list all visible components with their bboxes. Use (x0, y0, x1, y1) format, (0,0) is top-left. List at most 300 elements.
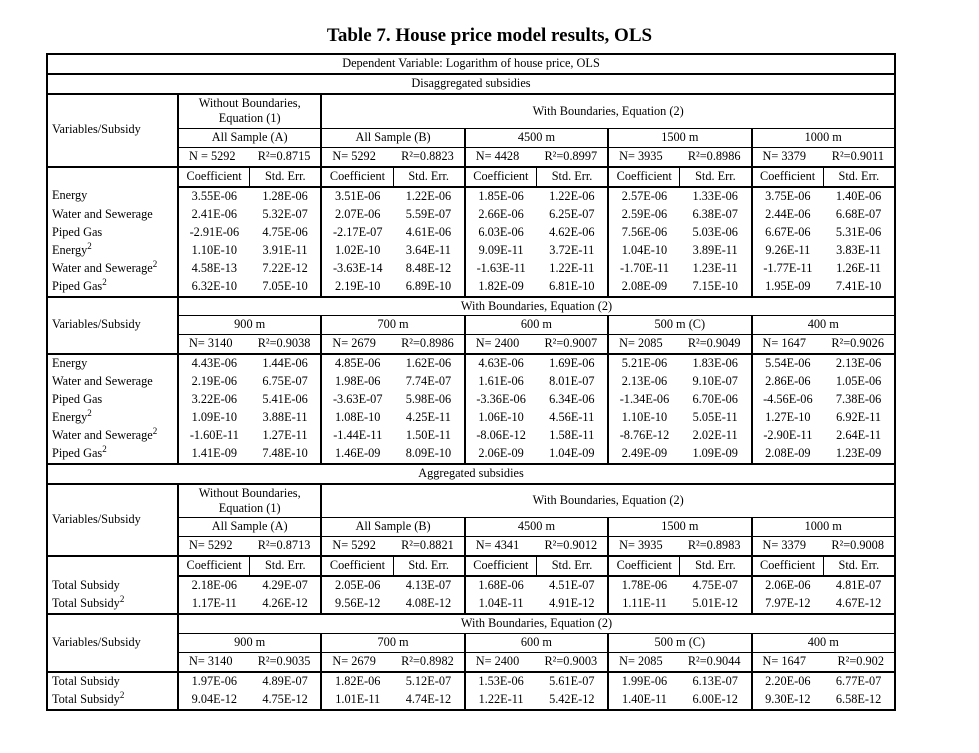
stderr-cell: 1.27E-11 (262, 427, 308, 442)
page (0, 25, 979, 711)
data-row (47, 373, 895, 391)
row-label (47, 427, 178, 445)
stderr-cell: 4.75E-06 (262, 224, 308, 239)
stats-cell (465, 652, 608, 671)
row-label-superscript: 2 (102, 444, 107, 454)
coefficient-cell: 1.40E-11 (608, 691, 680, 710)
coefficient-cell: 9.56E-12 (321, 595, 393, 614)
group-header: 1500 m (608, 128, 751, 147)
n-value: N= 3379 (762, 538, 806, 553)
stderr-cell: 1.26E-11 (836, 260, 882, 275)
row-label-text: Water and Sewerage (52, 206, 153, 221)
stderr-cell: 1.22E-06 (549, 188, 595, 203)
data-row (47, 242, 895, 260)
stderr-header: Std. Err. (680, 556, 752, 576)
coefficient-header: Coefficient (178, 556, 250, 576)
stats-cell (608, 147, 751, 166)
group-header: 400 m (752, 633, 895, 652)
stderr-cell: 4.67E-12 (823, 595, 895, 614)
coefficient-cell: 2.59E-06 (608, 206, 680, 224)
n-value: N= 1647 (762, 335, 806, 350)
coefficient-header: Coefficient (465, 556, 537, 576)
stderr-header: Std. Err. (250, 167, 322, 187)
n-r2-wrapper (611, 336, 748, 352)
group-header: 1000 m (752, 518, 895, 537)
stderr-cell: 5.01E-12 (680, 595, 752, 614)
equation-header: With Boundaries, Equation (2) (321, 94, 895, 128)
row-label-text: Total Subsidy (52, 577, 120, 592)
row-label (47, 576, 178, 595)
coefficient-cell: 1.10E-10 (608, 409, 680, 427)
stderr-header: Std. Err. (536, 556, 608, 576)
coefficient-header: Coefficient (608, 556, 680, 576)
stderr-cell: 1.23E-11 (692, 260, 738, 275)
coefficient-cell: 1.01E-11 (321, 691, 393, 710)
coefficient-cell: 1.99E-06 (608, 672, 680, 691)
r2-value: R²=0.9007 (544, 335, 598, 350)
coefficient-cell: 1.68E-06 (465, 576, 537, 595)
n-r2-wrapper (181, 538, 318, 554)
coefficient-cell: -8.06E-12 (465, 427, 537, 445)
coefficient-cell: 2.19E-06 (178, 373, 250, 391)
stderr-cell: 7.48E-10 (250, 445, 322, 464)
stderr-cell: 5.42E-12 (536, 691, 608, 710)
coefficient-cell: 1.27E-10 (752, 409, 824, 427)
data-row (47, 691, 895, 710)
coefficient-cell: 5.54E-06 (752, 354, 824, 373)
n-r2-wrapper (755, 538, 892, 554)
row-label-superscript: 2 (152, 259, 158, 269)
r2-value: R²=0.8986 (687, 148, 741, 163)
stderr-cell: 4.75E-07 (692, 578, 738, 593)
stats-cell (752, 537, 895, 556)
stderr-cell: 5.41E-06 (262, 391, 308, 406)
stderr-cell: 8.09E-10 (393, 445, 465, 464)
coefficient-cell: -2.91E-06 (178, 224, 250, 242)
equation-header: With Boundaries, Equation (2) (178, 297, 895, 316)
stderr-cell: 1.22E-11 (549, 260, 595, 275)
n-r2-wrapper (468, 654, 605, 670)
coefficient-header: Coefficient (465, 167, 537, 187)
coefficient-cell: 2.86E-06 (752, 373, 824, 391)
stderr-cell: 5.59E-07 (405, 206, 452, 221)
r2-value: R²=0.9026 (831, 335, 884, 350)
n-value: N= 2085 (619, 653, 663, 668)
coefficient-header-row (47, 167, 895, 187)
group-header: 700 m (321, 633, 464, 652)
coefficient-header: Coefficient (752, 556, 824, 576)
coefficient-cell: 2.44E-06 (752, 206, 824, 224)
coefficient-cell: 1.09E-10 (178, 409, 250, 427)
stderr-cell: 4.29E-07 (262, 578, 308, 593)
dependent-variable-row (47, 54, 895, 74)
n-value: N = 5292 (189, 148, 236, 163)
stats-cell (465, 537, 608, 556)
coefficient-cell: 2.05E-06 (321, 576, 393, 595)
coefficient-cell: 4.58E-13 (178, 260, 250, 278)
results-table (46, 53, 896, 711)
empty-cell (47, 556, 178, 576)
row-label-text: Water and Sewerage (52, 373, 153, 388)
coefficient-cell: 2.18E-06 (178, 576, 250, 595)
stderr-cell: 2.13E-06 (835, 355, 882, 370)
stderr-cell: 3.64E-11 (405, 242, 451, 257)
stderr-cell: 6.92E-11 (836, 409, 882, 424)
r2-value: R²=0.9008 (831, 538, 884, 553)
r2-value: R²=0.9044 (687, 653, 741, 668)
coefficient-cell: 2.13E-06 (608, 373, 680, 391)
group-header: 400 m (752, 315, 895, 334)
coefficient-cell: 9.09E-11 (465, 242, 537, 260)
coefficient-cell: 1.04E-10 (608, 242, 680, 260)
coefficient-cell: 1.04E-11 (465, 595, 537, 614)
stderr-cell: 4.89E-07 (262, 673, 308, 688)
row-label-text: Energy (52, 409, 88, 424)
coefficient-cell: 1.11E-11 (608, 595, 680, 614)
n-r2-wrapper (468, 336, 605, 352)
n-value: N= 3935 (619, 148, 663, 163)
stats-cell (608, 652, 751, 671)
stderr-cell: 1.23E-09 (823, 445, 895, 464)
coefficient-cell: 1.06E-10 (465, 409, 537, 427)
coefficient-cell: 4.43E-06 (178, 354, 250, 373)
r2-value: R²=0.902 (837, 653, 884, 668)
row-label-text: Water and Sewerage (52, 260, 153, 275)
stderr-cell: 5.61E-07 (549, 673, 595, 688)
coefficient-cell: 2.20E-06 (752, 672, 824, 691)
results-table-body (47, 54, 895, 710)
stats-cell (752, 147, 895, 166)
n-value: N= 3379 (762, 148, 806, 163)
n-r2-wrapper (181, 654, 318, 670)
row-label (47, 445, 178, 464)
coefficient-cell: 2.49E-09 (608, 445, 680, 464)
stderr-cell: 6.77E-07 (835, 673, 882, 688)
stats-cell (321, 537, 464, 556)
stats-cell (178, 334, 321, 353)
n-r2-wrapper (324, 336, 461, 352)
row-label-text: Piped Gas (52, 391, 103, 406)
coefficient-cell: 7.97E-12 (752, 595, 824, 614)
n-r2-wrapper (755, 336, 892, 352)
r2-value: R²=0.8997 (544, 148, 598, 163)
row-label (47, 242, 178, 260)
stderr-header: Std. Err. (393, 556, 465, 576)
stderr-cell: 4.08E-12 (393, 595, 465, 614)
r2-value: R²=0.8713 (257, 538, 311, 553)
group-header: 1500 m (608, 518, 751, 537)
n-r2-wrapper (181, 336, 318, 352)
variables-subsidy-header: Variables/Subsidy (47, 614, 178, 671)
n-value: N= 2679 (332, 653, 376, 668)
coefficient-cell: 1.02E-10 (321, 242, 393, 260)
equation-header-row (47, 94, 895, 128)
r2-value: R²=0.8983 (687, 538, 741, 553)
data-row (47, 595, 895, 614)
coefficient-cell: -1.77E-11 (752, 260, 824, 278)
stats-cell (608, 334, 751, 353)
row-label-text: Energy (52, 242, 88, 257)
coefficient-cell: 3.55E-06 (178, 187, 250, 206)
n-value: N= 2400 (475, 653, 520, 668)
coefficient-cell: 2.66E-06 (465, 206, 537, 224)
data-row (47, 260, 895, 278)
n-value: N= 5292 (332, 538, 376, 553)
coefficient-cell: -4.56E-06 (752, 391, 824, 409)
stderr-cell: 9.10E-07 (692, 373, 738, 388)
n-value: N= 3140 (189, 335, 233, 350)
stderr-cell: 5.31E-06 (835, 224, 882, 239)
row-label-superscript: 2 (87, 241, 92, 251)
stderr-cell: 2.02E-11 (692, 427, 738, 442)
r2-value: R²=0.9049 (687, 335, 741, 350)
stats-cell (608, 537, 751, 556)
r2-value: R²=0.8982 (401, 653, 454, 668)
r2-value: R²=0.9035 (257, 653, 311, 668)
coefficient-cell: -2.17E-07 (321, 224, 393, 242)
coefficient-cell: -3.36E-06 (465, 391, 537, 409)
group-header: 500 m (C) (608, 633, 751, 652)
stderr-cell: 6.13E-07 (692, 673, 738, 688)
n-r2-wrapper (324, 538, 461, 554)
coefficient-cell: 3.51E-06 (321, 187, 393, 206)
stderr-cell: 1.83E-06 (692, 355, 738, 370)
stderr-cell: 1.05E-06 (835, 373, 882, 388)
group-header: 900 m (178, 633, 321, 652)
coefficient-header-row (47, 556, 895, 576)
row-label (47, 373, 178, 391)
coefficient-cell: 2.08E-09 (752, 445, 824, 464)
coefficient-cell: 3.22E-06 (178, 391, 250, 409)
stats-cell (321, 652, 464, 671)
stderr-cell: 7.74E-07 (405, 373, 452, 388)
stderr-cell: 1.69E-06 (549, 355, 595, 370)
coefficient-cell: 1.41E-09 (178, 445, 250, 464)
stderr-cell: 1.33E-06 (692, 188, 738, 203)
stderr-cell: 4.56E-11 (549, 409, 595, 424)
n-value: N= 5292 (189, 538, 233, 553)
coefficient-cell: 9.30E-12 (752, 691, 824, 710)
stderr-cell: 6.00E-12 (680, 691, 752, 710)
coefficient-cell: 4.85E-06 (321, 354, 393, 373)
equation-header: With Boundaries, Equation (2) (178, 614, 895, 633)
stderr-cell: 6.38E-07 (692, 206, 738, 221)
coefficient-header: Coefficient (321, 556, 393, 576)
empty-cell (47, 167, 178, 187)
row-label (47, 691, 178, 710)
stderr-cell: 4.62E-06 (549, 224, 595, 239)
n-value: N= 3935 (619, 538, 663, 553)
n-r2-wrapper (611, 654, 748, 670)
row-label-superscript: 2 (119, 595, 125, 605)
stderr-cell: 1.22E-06 (405, 188, 452, 203)
coefficient-cell: 2.19E-10 (321, 278, 393, 297)
coefficient-cell: 2.06E-09 (465, 445, 537, 464)
stderr-cell: 6.75E-07 (262, 373, 308, 388)
stderr-cell: 8.01E-07 (549, 373, 595, 388)
group-header: 900 m (178, 315, 321, 334)
stderr-cell: 7.41E-10 (823, 278, 895, 297)
data-row (47, 445, 895, 464)
coefficient-cell: 4.63E-06 (465, 354, 537, 373)
n-value: N= 2679 (332, 335, 376, 350)
data-row (47, 354, 895, 373)
coefficient-cell: 6.32E-10 (178, 278, 250, 297)
variables-subsidy-header: Variables/Subsidy (47, 94, 178, 167)
n-r2-wrapper (468, 538, 605, 554)
row-label-text: Energy (52, 355, 88, 370)
row-label-text: Piped Gas (52, 278, 103, 293)
n-r2-wrapper (611, 149, 748, 165)
coefficient-header: Coefficient (321, 167, 393, 187)
stats-cell (752, 652, 895, 671)
coefficient-cell: 1.85E-06 (465, 187, 537, 206)
n-value: N= 4341 (475, 538, 520, 553)
group-header: All Sample (A) (178, 518, 321, 537)
row-label (47, 409, 178, 427)
stderr-cell: 6.81E-10 (536, 278, 608, 297)
variables-subsidy-header: Variables/Subsidy (47, 484, 178, 557)
coefficient-cell: 1.17E-11 (178, 595, 250, 614)
equation-header: With Boundaries, Equation (2) (321, 484, 895, 518)
coefficient-cell: 1.53E-06 (465, 672, 537, 691)
n-r2-wrapper (468, 149, 605, 165)
variables-subsidy-header: Variables/Subsidy (47, 297, 178, 354)
coefficient-cell: -1.70E-11 (608, 260, 680, 278)
coefficient-cell: 1.97E-06 (178, 672, 250, 691)
data-row (47, 427, 895, 445)
stderr-cell: 4.26E-12 (250, 595, 322, 614)
row-label (47, 278, 178, 297)
data-row (47, 409, 895, 427)
row-label (47, 260, 178, 278)
coefficient-cell: 7.56E-06 (608, 224, 680, 242)
group-header: 600 m (465, 315, 608, 334)
row-label-text: Total Subsidy (52, 596, 120, 611)
data-row (47, 278, 895, 297)
coefficient-cell: 2.08E-09 (608, 278, 680, 297)
n-r2-wrapper (755, 654, 892, 670)
coefficient-cell: 1.10E-10 (178, 242, 250, 260)
section-band: Aggregated subsidies (47, 464, 895, 484)
r2-value: R²=0.8823 (401, 148, 454, 163)
coefficient-cell: -3.63E-14 (321, 260, 393, 278)
stderr-cell: 4.51E-07 (549, 578, 595, 593)
coefficient-cell: 1.78E-06 (608, 576, 680, 595)
row-label-superscript: 2 (102, 277, 107, 287)
stderr-cell: 7.38E-06 (835, 391, 882, 406)
equation-header-row (47, 297, 895, 316)
stderr-cell: 3.88E-11 (262, 409, 308, 424)
coefficient-cell: 6.67E-06 (752, 224, 824, 242)
dependent-variable-band: Dependent Variable: Logarithm of house price, OLS (47, 54, 895, 74)
stderr-cell: 3.89E-11 (692, 242, 738, 257)
group-header: 4500 m (465, 518, 608, 537)
row-label (47, 206, 178, 224)
table-title: Table 7. House price model results, OLS (326, 25, 653, 46)
stderr-cell: 6.89E-10 (393, 278, 465, 297)
stderr-cell: 4.13E-07 (405, 578, 452, 593)
coefficient-cell: 5.21E-06 (608, 354, 680, 373)
data-row (47, 224, 895, 242)
stderr-cell: 1.50E-11 (405, 427, 451, 442)
stderr-cell: 4.75E-12 (250, 691, 322, 710)
coefficient-cell: 1.08E-10 (321, 409, 393, 427)
section-row (47, 464, 895, 484)
coefficient-cell: -3.63E-07 (321, 391, 393, 409)
stderr-cell: 1.62E-06 (405, 355, 452, 370)
coefficient-header: Coefficient (178, 167, 250, 187)
stderr-cell: 4.61E-06 (405, 224, 452, 239)
row-label-text: Water and Sewerage (52, 427, 153, 442)
coefficient-cell: -1.63E-11 (465, 260, 537, 278)
row-label-superscript: 2 (87, 408, 92, 418)
coefficient-header: Coefficient (608, 167, 680, 187)
coefficient-cell: -8.76E-12 (608, 427, 680, 445)
coefficient-cell: 2.57E-06 (608, 187, 680, 206)
stats-cell (178, 652, 321, 671)
stderr-cell: 6.58E-12 (823, 691, 895, 710)
group-header: All Sample (B) (321, 128, 464, 147)
stderr-cell: 3.83E-11 (836, 242, 882, 257)
stderr-cell: 6.70E-06 (692, 391, 738, 406)
data-row (47, 187, 895, 206)
r2-value: R²=0.9011 (831, 148, 884, 163)
stderr-cell: 4.74E-12 (393, 691, 465, 710)
coefficient-cell: 3.75E-06 (752, 187, 824, 206)
stderr-cell: 2.64E-11 (836, 427, 882, 442)
coefficient-cell: 1.98E-06 (321, 373, 393, 391)
coefficient-cell: 2.06E-06 (752, 576, 824, 595)
row-label (47, 224, 178, 242)
n-value: N= 4428 (475, 148, 520, 163)
r2-value: R²=0.9003 (544, 653, 598, 668)
stats-cell (321, 334, 464, 353)
stderr-header: Std. Err. (823, 556, 895, 576)
stderr-cell: 3.91E-11 (262, 242, 308, 257)
group-header: 700 m (321, 315, 464, 334)
stderr-cell: 5.98E-06 (405, 391, 452, 406)
equation-header: Without Boundaries, Equation (1) (178, 94, 321, 128)
n-r2-wrapper (324, 149, 461, 165)
coefficient-cell: -1.60E-11 (178, 427, 250, 445)
stderr-cell: 1.04E-09 (536, 445, 608, 464)
stats-cell (465, 334, 608, 353)
n-r2-wrapper (611, 538, 748, 554)
row-label (47, 672, 178, 691)
group-header: 4500 m (465, 128, 608, 147)
stderr-cell: 5.12E-07 (405, 673, 452, 688)
stderr-cell: 7.05E-10 (250, 278, 322, 297)
stderr-cell: 1.09E-09 (680, 445, 752, 464)
group-header: All Sample (B) (321, 518, 464, 537)
row-label-text: Total Subsidy (52, 673, 120, 688)
equation-header-row (47, 484, 895, 518)
group-header: 600 m (465, 633, 608, 652)
group-header: 500 m (C) (608, 315, 751, 334)
section-row (47, 74, 895, 94)
r2-value: R²=0.8821 (401, 538, 454, 553)
stderr-cell: 7.15E-10 (680, 278, 752, 297)
stderr-cell: 1.58E-11 (549, 427, 595, 442)
n-r2-wrapper (755, 149, 892, 165)
r2-value: R²=0.8986 (401, 335, 454, 350)
stderr-cell: 6.25E-07 (549, 206, 595, 221)
r2-value: R²=0.8715 (257, 148, 311, 163)
stderr-cell: 1.40E-06 (835, 188, 882, 203)
coefficient-cell: -2.90E-11 (752, 427, 824, 445)
n-value: N= 1647 (762, 653, 806, 668)
